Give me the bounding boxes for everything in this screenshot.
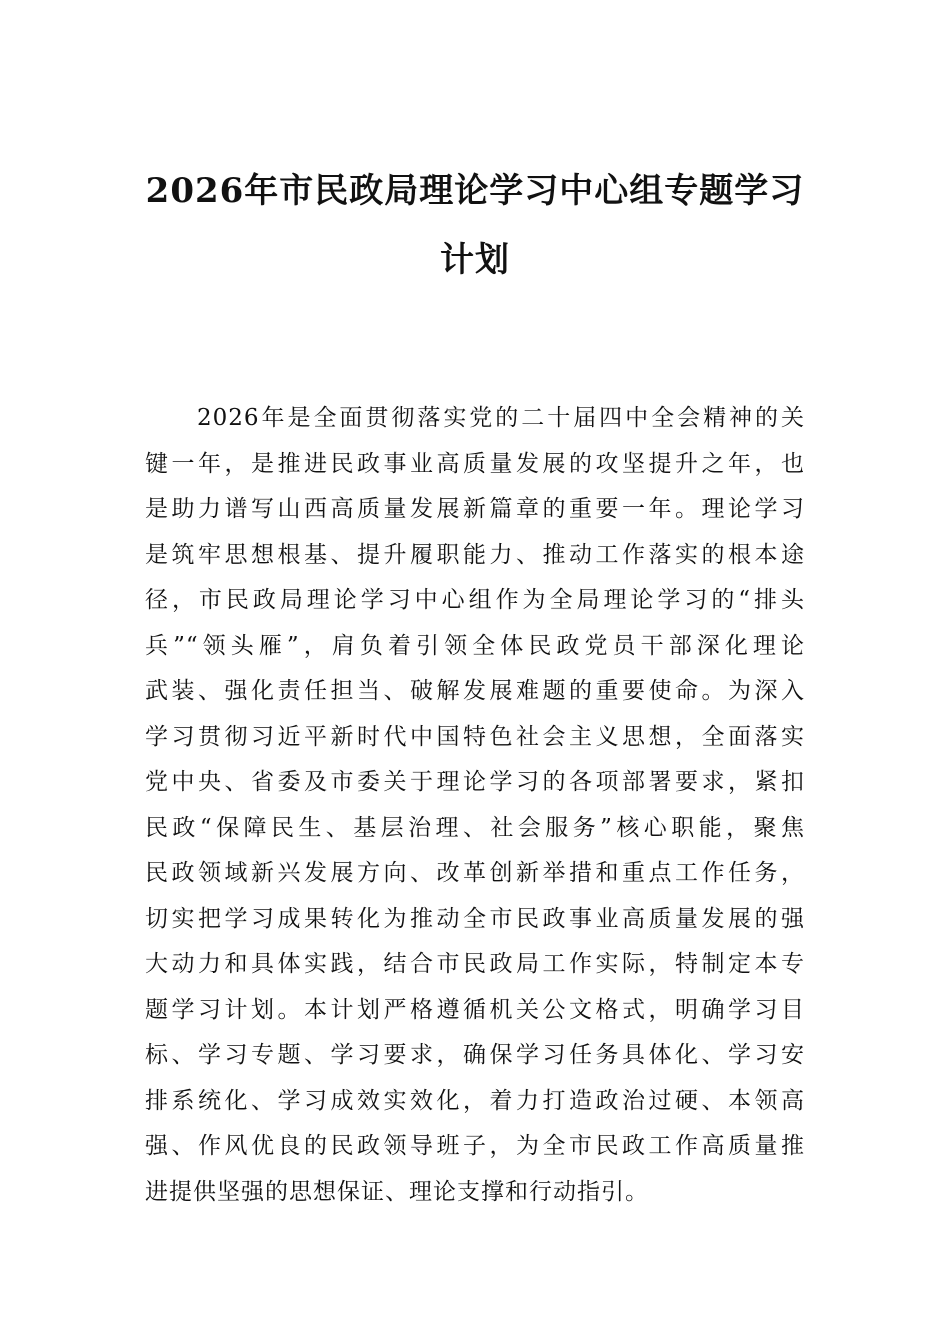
document-title-line-2: 计划 xyxy=(440,240,510,280)
paragraph-line: 武装、强化责任担当、破解发展难题的重要使命。为深入 xyxy=(145,678,805,704)
paragraph-line: 径，市民政局理论学习中心组作为全局理论学习的“排头 xyxy=(145,587,805,613)
paragraph-line: 兵”“领头雁”，肩负着引领全体民政党员干部深化理论 xyxy=(145,632,805,659)
paragraph-line: 民政“保障民生、基层治理、社会服务”核心职能，聚焦 xyxy=(145,814,805,841)
paragraph-line: 是助力谱写山西高质量发展新篇章的重要一年。理论学习 xyxy=(145,496,805,522)
paragraph-line: 党中央、省委及市委关于理论学习的各项部署要求，紧扣 xyxy=(145,769,805,795)
paragraph-line: 学习贯彻习近平新时代中国特色社会主义思想，全面落实 xyxy=(145,723,805,750)
paragraph-line: 键一年，是推进民政事业高质量发展的攻坚提升之年，也 xyxy=(145,450,805,477)
paragraph-line: 民政领域新兴发展方向、改革创新举措和重点工作任务， xyxy=(145,860,805,886)
paragraph-line: 进提供坚强的思想保证、理论支撑和行动指引。 xyxy=(145,1178,649,1205)
paragraph-line: 题学习计划。本计划严格遵循机关公文格式，明确学习目 xyxy=(145,996,805,1023)
paragraph-line: 是筑牢思想根基、提升履职能力、推动工作落实的根本途 xyxy=(145,541,805,568)
document-paragraph xyxy=(145,396,805,1215)
document-title-line-1: 2026年市民政局理论学习中心组专题学习 xyxy=(145,171,805,211)
paragraph-line: 强、作风优良的民政领导班子，为全市民政工作高质量推 xyxy=(145,1133,805,1159)
paragraph-line: 标、学习专题、学习要求，确保学习任务具体化、学习安 xyxy=(145,1042,805,1068)
paragraph-line: 2026年是全面贯彻落实党的二十届四中全会精神的关 xyxy=(197,405,805,431)
paragraph-line: 切实把学习成果转化为推动全市民政事业高质量发展的强 xyxy=(145,905,805,932)
paragraph-line: 排系统化、学习成效实效化，着力打造政治过硬、本领高 xyxy=(145,1087,805,1114)
paragraph-line: 大动力和具体实践，结合市民政局工作实际，特制定本专 xyxy=(145,951,805,977)
